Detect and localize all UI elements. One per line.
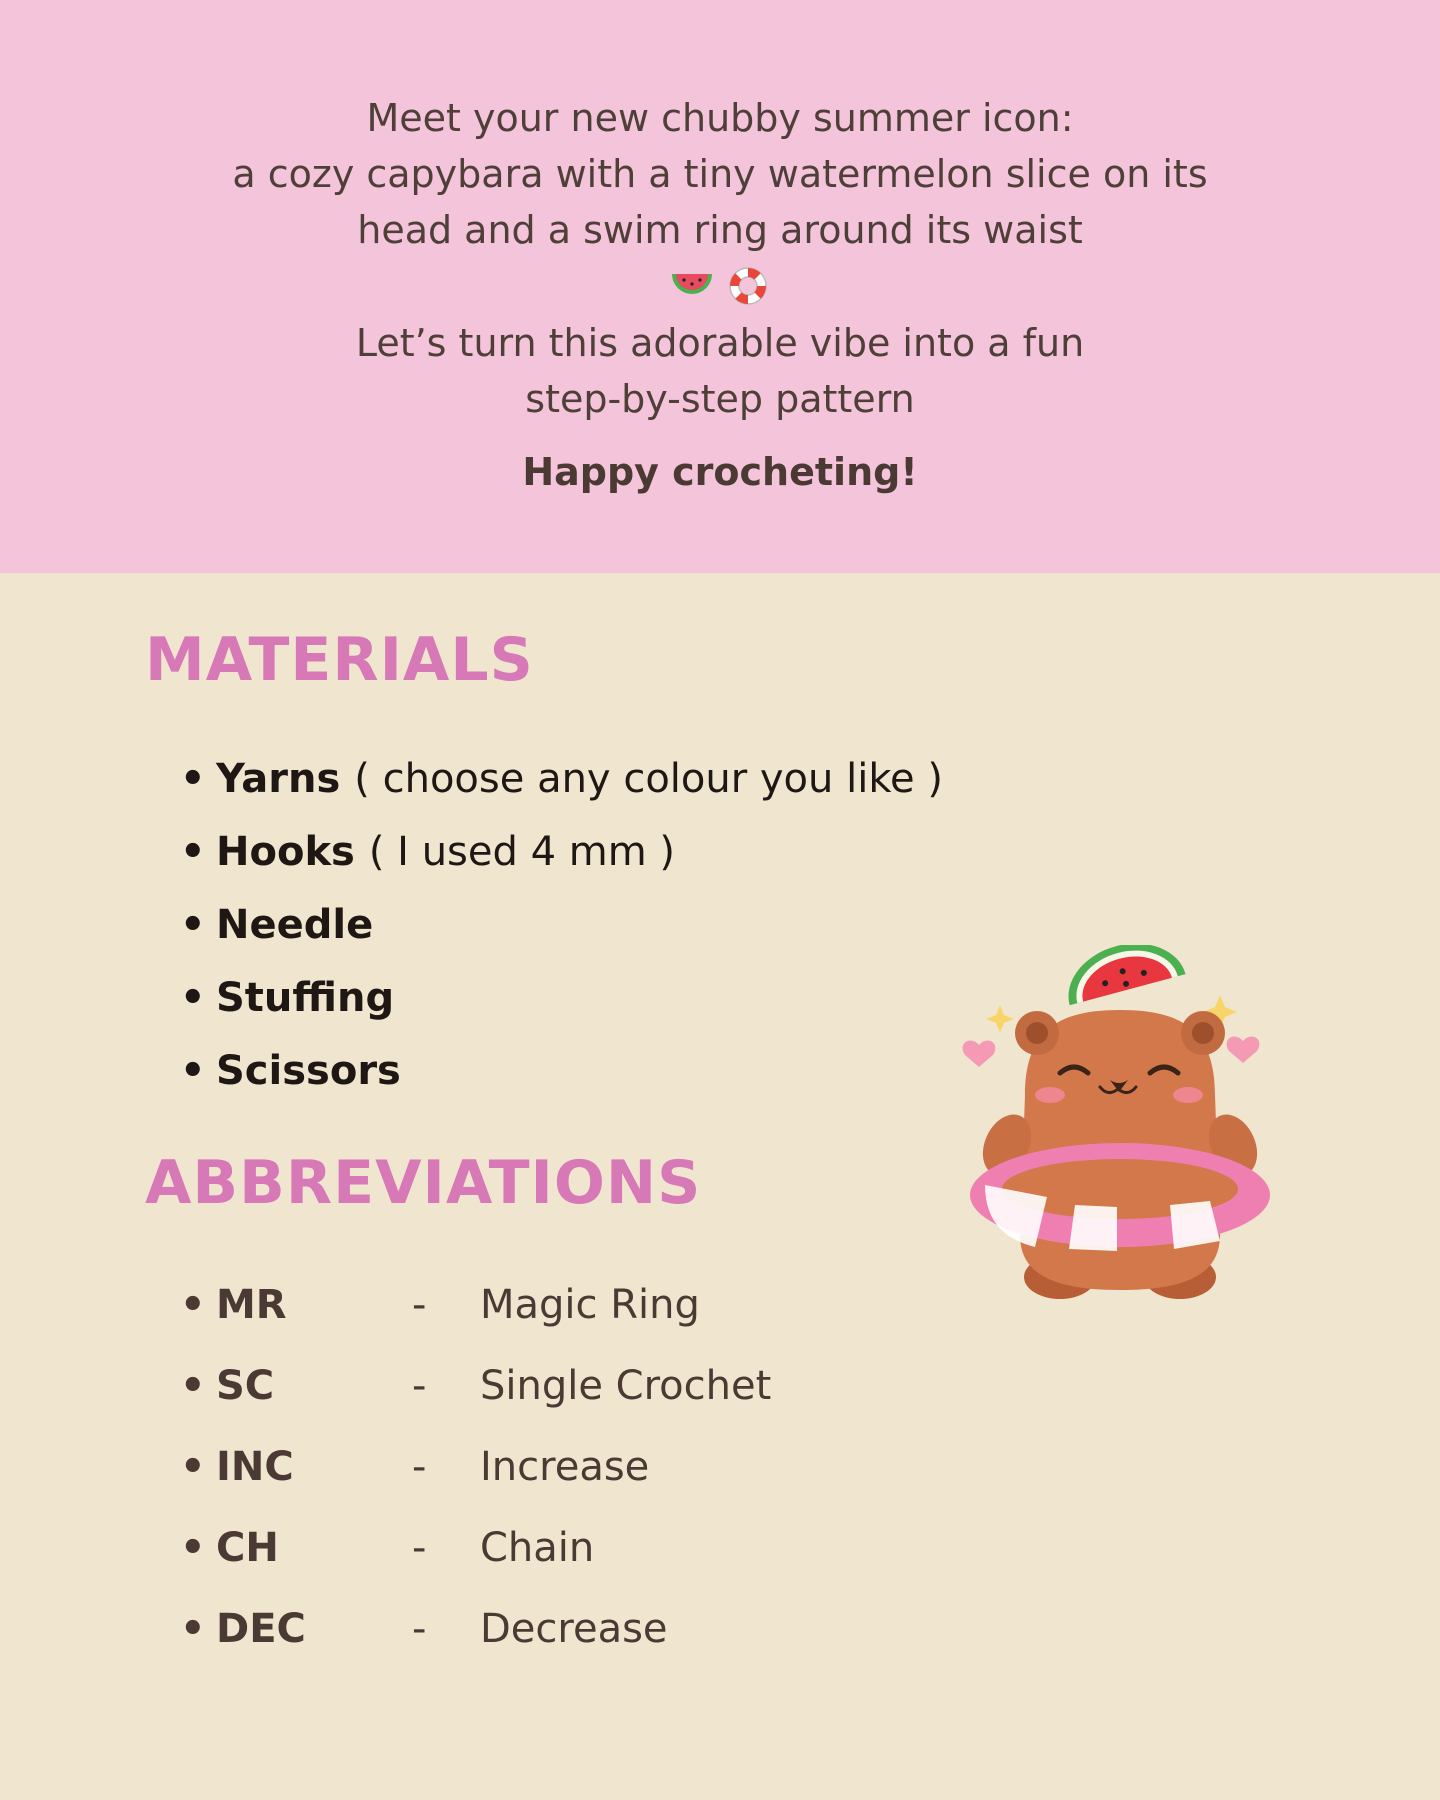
materials-title: MATERIALS xyxy=(145,625,534,695)
abbreviation-meaning: Increase xyxy=(480,1444,650,1490)
heart-icon xyxy=(1227,1036,1260,1063)
bullet: • xyxy=(180,1282,206,1328)
separator: - xyxy=(412,1444,427,1490)
material-name: Scissors xyxy=(216,1048,401,1094)
closing-text: Happy crocheting! xyxy=(522,450,918,494)
abbreviation-code: CH xyxy=(216,1525,279,1571)
watermelon-emoji xyxy=(670,264,714,304)
bullet: • xyxy=(180,1363,206,1409)
material-item xyxy=(180,1048,401,1094)
separator: - xyxy=(412,1606,427,1652)
intro-line-4: Let’s turn this adorable vibe into a fun xyxy=(355,321,1085,365)
abbreviation-code: DEC xyxy=(216,1606,306,1652)
bullet: • xyxy=(180,902,206,948)
sparkle-icon xyxy=(986,1005,1014,1033)
abbreviation-meaning: Chain xyxy=(480,1525,595,1571)
separator: - xyxy=(412,1282,427,1328)
abbreviation-code: SC xyxy=(216,1363,275,1409)
intro-line-5: step-by-step pattern xyxy=(525,377,915,421)
material-item xyxy=(180,975,394,1021)
intro-line-3: head and a swim ring around its waist xyxy=(357,208,1083,252)
material-name: Needle xyxy=(216,902,374,948)
abbreviation-code: MR xyxy=(216,1282,287,1328)
bullet: • xyxy=(180,1525,206,1571)
watermelon-icon xyxy=(1058,945,1186,1005)
intro-line-1: Meet your new chubby summer icon: xyxy=(366,96,1074,140)
bullet: • xyxy=(180,975,206,1021)
abbreviation-meaning: Decrease xyxy=(480,1606,668,1652)
material-item xyxy=(180,902,373,948)
separator: - xyxy=(412,1525,427,1571)
ring-buoy-emoji xyxy=(726,264,770,308)
emoji-row xyxy=(0,264,1440,314)
material-item xyxy=(180,756,943,802)
bullet: • xyxy=(180,756,206,802)
abbreviation-meaning: Single Crochet xyxy=(480,1363,772,1409)
separator: - xyxy=(412,1363,427,1409)
abbreviation-meaning: Magic Ring xyxy=(480,1282,700,1328)
abbreviations-title: ABBREVIATIONS xyxy=(145,1148,702,1218)
material-item xyxy=(180,829,675,875)
material-note: ( I used 4 mm ) xyxy=(368,829,676,875)
material-note: ( choose any colour you like ) xyxy=(354,756,943,802)
bullet: • xyxy=(180,1444,206,1490)
intro-banner xyxy=(0,0,1440,573)
heart-icon xyxy=(963,1040,996,1067)
bullet: • xyxy=(180,1606,206,1652)
capybara-illustration xyxy=(955,945,1285,1305)
abbreviation-code: INC xyxy=(216,1444,294,1490)
material-name: Hooks xyxy=(216,829,355,875)
material-name: Stuffing xyxy=(216,975,395,1021)
bullet: • xyxy=(180,829,206,875)
bullet: • xyxy=(180,1048,206,1094)
intro-line-2: a cozy capybara with a tiny watermelon slice on its xyxy=(232,152,1208,196)
material-name: Yarns xyxy=(216,756,341,802)
